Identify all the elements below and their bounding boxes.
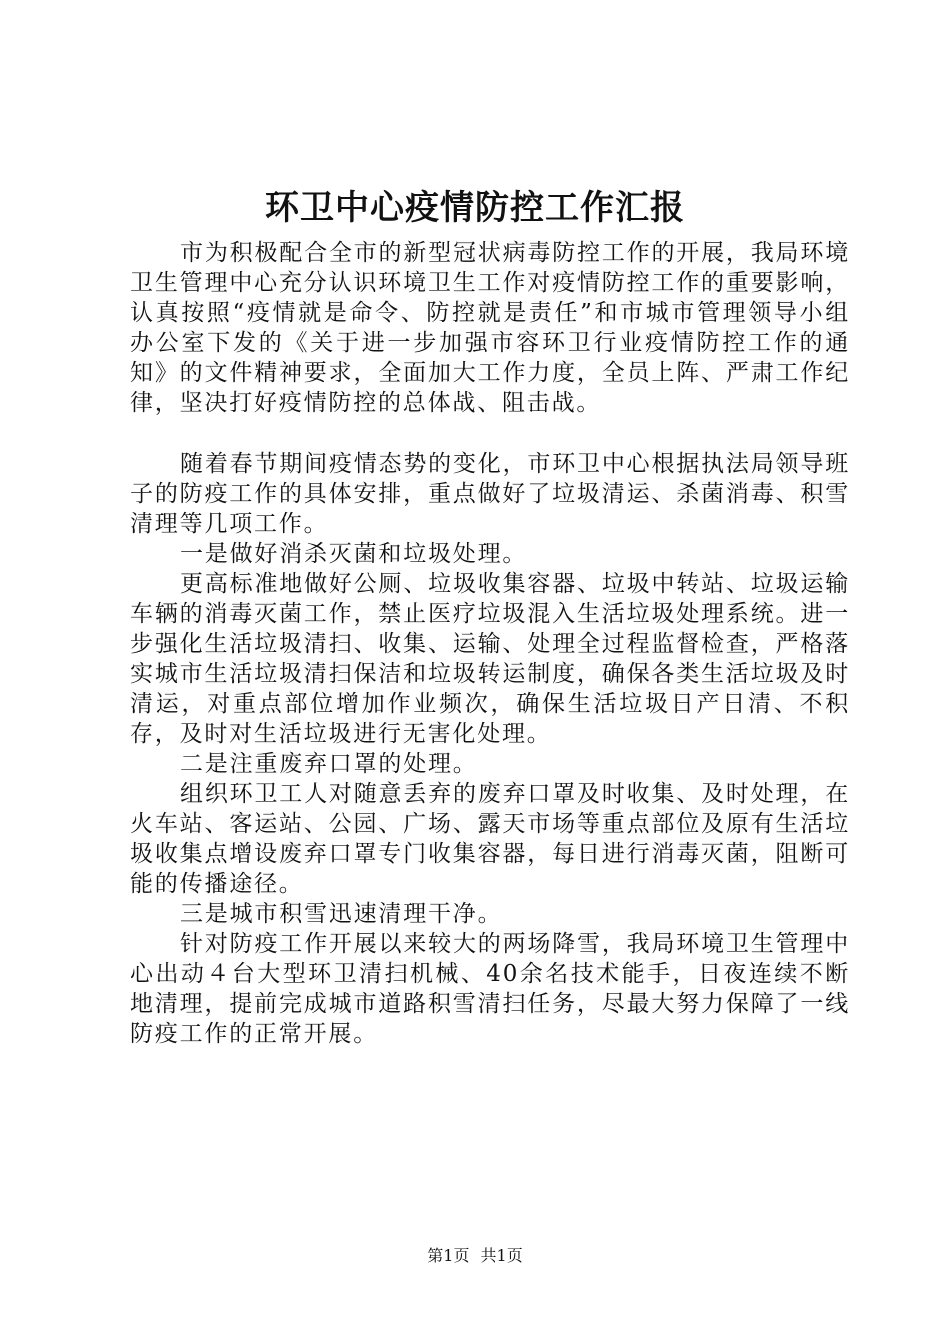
page-number: 第1页 — [427, 1246, 470, 1265]
document-body — [130, 238, 850, 1049]
section-heading-snow: 三是城市积雪迅速清理干净。 — [180, 901, 503, 927]
paragraph-masks: 组织环卫工人对随意丢弃的废弃口罩及时收集、及时处理，在火车站、客运站、公园、广场、露天市场等重点部位及原有生活垃圾收集点增设废弃口罩专门收集容器，每日进行消毒灭菌，阻断可能的传播途径。 — [130, 781, 850, 897]
paragraph-overview: 随着春节期间疫情态势的变化，市环卫中心根据执法局领导班子的防疫工作的具体安排，重点做好了垃圾清运、杀菌消毒、积雪清理等几项工作。 — [130, 451, 850, 537]
paragraph-intro: 市为积极配合全市的新型冠状病毒防控工作的开展，我局环境卫生管理中心充分认识环境卫生工作对疫情防控工作的重要影响，认真按照“疫情就是命令、防控就是责任”和市城市管理领导小组办公室下发的《关于进一步加强市容环卫行业疫情防控工作的通知》的文件精神要求，全面加大工作力度，全员上阵、严肃工作纪律，坚决打好疫情防控的总体战、阻击战。 — [130, 240, 850, 416]
page-footer — [0, 1246, 950, 1266]
document-title: 环卫中心疫情防控工作汇报 — [265, 188, 685, 228]
section-heading-disinfection: 一是做好消杀灭菌和垃圾处理。 — [180, 541, 528, 567]
paragraph-snow: 针对防疫工作开展以来较大的两场降雪，我局环境卫生管理中心出动４台大型环卫清扫机械、40余名技术能手，日夜连续不断地清理，提前完成城市道路积雪清扫任务，尽最大努力保障了一线防疫工作的正常开展。 — [130, 931, 850, 1047]
paragraph-disinfection: 更高标准地做好公厕、垃圾收集容器、垃圾中转站、垃圾运输车辆的消毒灭菌工作，禁止医疗垃圾混入生活垃圾处理系统。进一步强化生活垃圾清扫、收集、运输、处理全过程监督检查，严格落实城市生活垃圾清扫保洁和垃圾转运制度，确保各类生活垃圾及时清运，对重点部位增加作业频次，确保生活垃圾日产日清、不积存，及时对生活垃圾进行无害化处理。 — [130, 571, 850, 747]
section-heading-masks: 二是注重废弃口罩的处理。 — [180, 751, 478, 777]
page-total: 共1页 — [480, 1246, 523, 1265]
